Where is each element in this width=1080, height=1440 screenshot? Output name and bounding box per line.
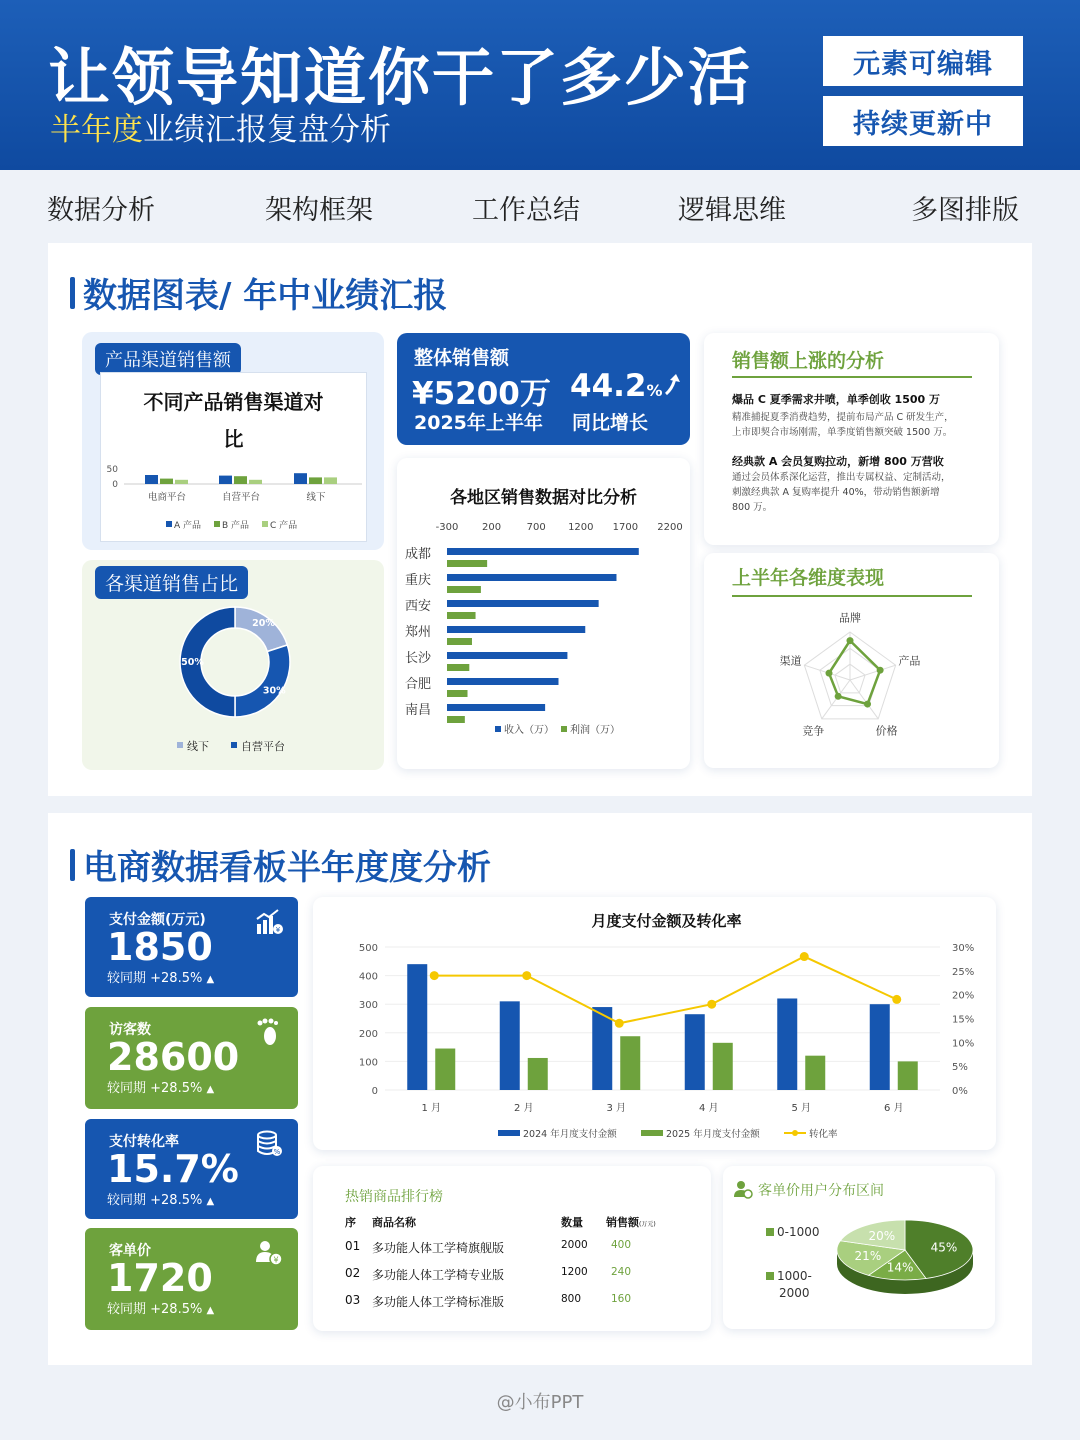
bar-a [145, 475, 158, 484]
kpi-yoy-text: 较同期 +28.5% [107, 1081, 203, 1096]
radar-axis-label: 产品 [898, 654, 921, 668]
radar-axis-label: 品牌 [839, 611, 861, 625]
revenue-bar [447, 600, 599, 607]
region-label: 成都 [405, 547, 432, 562]
legend-label: 转化率 [809, 1129, 838, 1140]
nav-item-layout[interactable]: 多图排版 [911, 195, 1019, 226]
product-qty: 800 [561, 1293, 582, 1305]
bar-2024 [592, 1007, 612, 1090]
legend-swatch [561, 726, 567, 732]
legend-label: B 产品 [222, 521, 250, 531]
analysis-point2-body [732, 470, 951, 515]
legend-label: A 产品 [174, 521, 202, 531]
bar-b [160, 479, 173, 484]
person-up-icon: ▲ [206, 1084, 215, 1095]
x-tick-label: -300 [435, 522, 459, 533]
legend-swatch [166, 521, 172, 527]
x-tick-label: 6 月 [883, 1103, 904, 1114]
region-label: 长沙 [405, 651, 432, 666]
bar-2024 [500, 1001, 520, 1090]
channel-sales-pill: 产品渠道销售额 [95, 343, 241, 375]
bar-2024 [685, 1014, 705, 1090]
analysis-point1-head: 爆品 C 夏季需求井喷，单季创收 1500 万 [732, 393, 941, 406]
legend-marker [792, 1130, 798, 1136]
kpi-yoy [107, 967, 214, 986]
section2-title-text: 电商数据看板半年度度分析 [83, 848, 491, 888]
kpi-yoy [107, 1298, 214, 1317]
y-tick-label: 300 [358, 1000, 378, 1012]
donut-slice [235, 645, 290, 717]
analysis-point2-line1: 通过会员体系深化运营，推出专属权益、定制活动， [732, 472, 951, 483]
kpi-yoy [107, 1189, 214, 1208]
svg-text:¥: ¥ [273, 1255, 279, 1265]
x-tick-label: 电商平台 [147, 492, 187, 503]
database-icon [254, 1129, 284, 1159]
pie-label: 20% [868, 1228, 896, 1243]
bar-c [249, 480, 262, 484]
subtitle-rest: 业绩汇报复盘分析 [143, 112, 391, 148]
analysis-point1-line1: 精准捕捉夏季消费趋势，提前布局产品 C 研发生产， [732, 412, 954, 423]
legend-label: 利润（万） [570, 725, 620, 736]
x-tick-label: 200 [482, 522, 502, 533]
y-tick-label: 100 [358, 1057, 378, 1069]
conversion-point [707, 1000, 716, 1009]
region-label: 郑州 [405, 625, 432, 640]
kpi-yoy [107, 1077, 214, 1096]
bar-a [294, 473, 307, 484]
profit-bar [447, 716, 465, 723]
ranking-title: 热销商品排行榜 [345, 1189, 443, 1205]
bar-2025 [620, 1036, 640, 1090]
radar-point [826, 670, 833, 677]
kpi-value: 15.7% [107, 1147, 239, 1191]
product-sales: 400 [611, 1239, 632, 1251]
revenue-bar [447, 652, 567, 659]
section2-title [70, 840, 491, 889]
legend-label: 收入（万） [504, 725, 554, 736]
legend-swatch [498, 1130, 520, 1136]
y-tick-label: 200 [358, 1028, 378, 1040]
x-tick-label: 5 月 [791, 1103, 812, 1114]
subtitle-highlight: 半年度 [50, 112, 143, 148]
x-tick-label: 1700 [612, 522, 639, 533]
profit-bar [447, 638, 472, 645]
kpi-value: 28600 [107, 1035, 240, 1079]
svg-text:¥: ¥ [275, 926, 281, 934]
pie-label: 14% [886, 1260, 914, 1275]
x-tick-label: 1 月 [421, 1103, 442, 1114]
y-tick-label: 500 [358, 943, 378, 954]
radar-axis-label: 竞争 [802, 724, 825, 738]
nav-item-data-analysis[interactable]: 数据分析 [47, 195, 155, 226]
footprint-icon [254, 1017, 284, 1047]
analysis-title: 销售额上涨的分析 [732, 350, 885, 372]
bar-2025 [528, 1058, 548, 1090]
user-group-icon [733, 1179, 753, 1199]
bar-2025 [435, 1049, 455, 1090]
y2-tick-label: 20% [952, 990, 975, 1002]
ranking-header-no: 序 [345, 1216, 356, 1229]
legend-swatch [231, 742, 237, 748]
radar-axis-label: 渠道 [779, 654, 802, 668]
x-tick-label: 3 月 [606, 1103, 627, 1114]
x-tick-label: 线下 [306, 492, 326, 503]
bar-c [175, 480, 188, 484]
price-legend-2 [766, 1268, 812, 1302]
person-up-icon: ▲ [206, 1196, 215, 1207]
x-tick-label: 1200 [568, 522, 594, 533]
analysis-point1-body [732, 410, 954, 440]
legend-swatch [262, 521, 268, 527]
pie-label: 21% [854, 1248, 882, 1263]
rank-no: 03 [345, 1293, 361, 1307]
x-tick-label: 2 月 [513, 1103, 534, 1114]
ranking-header-name: 商品名称 [372, 1216, 416, 1229]
product-qty: 2000 [561, 1239, 588, 1251]
legend-swatch [495, 726, 501, 732]
section1-title [70, 268, 447, 317]
ranking-header-qty: 数量 [561, 1216, 583, 1229]
monthly-chart-title: 月度支付金额及转化率 [591, 912, 742, 930]
product-name: 多功能人体工学椅旗舰版 [372, 1241, 505, 1255]
kpi-label: 支付转化率 [109, 1134, 179, 1150]
total-sales-title: 整体销售额 [414, 347, 510, 369]
monthly-combo-chart [320, 930, 990, 1145]
legend-swatch [766, 1228, 774, 1236]
region-chart-title: 各地区销售数据对比分析 [450, 488, 637, 508]
product-name: 多功能人体工学椅标准版 [372, 1295, 505, 1309]
kpi-value: 1850 [107, 925, 213, 969]
rank-no: 02 [345, 1266, 361, 1280]
growth-label: 同比增长 [572, 412, 649, 434]
donut-label: 20% [252, 617, 275, 629]
price-legend-1 [766, 1225, 820, 1239]
radar-point [877, 667, 884, 674]
x-tick-label: 4 月 [698, 1103, 719, 1114]
total-sales-amount: ¥5200万 [412, 376, 551, 412]
legend-swatch [766, 1272, 774, 1280]
kpi-average-price [85, 1228, 298, 1330]
analysis-point1-line2: 上市即契合市场刚需，单季度销售额突破 1500 万。 [732, 427, 953, 438]
conversion-point [892, 995, 901, 1004]
radar-axis [850, 665, 896, 680]
donut-label: 30% [262, 685, 286, 697]
channel-bar-chart [100, 455, 367, 542]
watermark: @小布PPT [496, 1392, 584, 1413]
nav-item-summary[interactable]: 工作总结 [472, 195, 580, 226]
legend-label: C 产品 [270, 521, 298, 531]
channel-share-donut [150, 600, 320, 765]
kpi-label: 客单价 [109, 1243, 151, 1259]
region-label: 南昌 [405, 703, 432, 718]
price-legend-1-text: 0-1000 [777, 1225, 820, 1239]
region-label: 西安 [405, 599, 432, 614]
channel-share-pill: 各渠道销售占比 [95, 566, 248, 599]
growth-rate-value: 44.2 [570, 368, 647, 404]
page-subtitle [50, 104, 391, 149]
bar-chart-icon [254, 907, 284, 937]
bar-b [234, 476, 247, 484]
radar-point [835, 693, 842, 700]
kpi-yoy-text: 较同期 +28.5% [107, 1302, 203, 1317]
kpi-value: 1720 [107, 1256, 213, 1300]
y2-tick-label: 15% [952, 1014, 975, 1026]
revenue-bar [447, 626, 585, 633]
kpi-visitors [85, 1007, 298, 1109]
kpi-yoy-text: 较同期 +28.5% [107, 1193, 203, 1208]
profit-bar [447, 560, 487, 567]
product-qty: 1200 [561, 1266, 588, 1278]
y2-tick-label: 10% [952, 1038, 975, 1050]
user-price-icon [254, 1238, 284, 1268]
page-title: 让领导知道你干了多少活 [48, 41, 753, 114]
title-accent-bar [70, 277, 75, 309]
bar-2024 [407, 964, 427, 1090]
revenue-bar [447, 548, 639, 555]
price-dist-title: 客单价用户分布区间 [758, 1183, 884, 1199]
legend-label: 自营平台 [241, 740, 285, 753]
donut-label: 50% [181, 657, 204, 668]
y2-tick-label: 0% [952, 1086, 968, 1097]
product-name: 多功能人体工学椅专业版 [372, 1268, 505, 1282]
kpi-conversion-rate [85, 1119, 298, 1219]
radar-axis-label: 价格 [875, 724, 898, 738]
profit-bar [447, 690, 468, 697]
channel-chart-title-line2: 比 [223, 427, 244, 451]
revenue-bar [447, 678, 559, 685]
pie-label: 45% [930, 1240, 958, 1255]
y-tick-label: 0 [112, 480, 118, 490]
legend-swatch [177, 742, 183, 748]
radar-point [847, 637, 854, 644]
region-label: 重庆 [405, 573, 432, 588]
profit-bar [447, 664, 469, 671]
channel-chart-title-line1: 不同产品销售渠道对 [143, 390, 324, 414]
price-legend-2-text-a: 1000- [777, 1269, 812, 1283]
updating-badge[interactable]: 持续更新中 [823, 96, 1023, 146]
radar-divider [732, 595, 972, 597]
dimension-radar-chart [770, 600, 960, 760]
price-legend-2-text-b: 2000 [779, 1286, 810, 1300]
nav-item-framework[interactable]: 架构框架 [265, 195, 373, 226]
y2-tick-label: 5% [952, 1062, 968, 1074]
arrow-up-icon [663, 372, 685, 398]
bar-b [309, 477, 322, 484]
legend-swatch [641, 1130, 663, 1136]
conversion-point [522, 971, 531, 980]
ranking-header-sales [606, 1214, 656, 1230]
kpi-yoy-text: 较同期 +28.5% [107, 971, 203, 986]
revenue-bar [447, 574, 616, 581]
bar-a [219, 476, 232, 484]
bar-2024 [777, 998, 797, 1090]
kpi-label: 支付金额(万元) [109, 912, 206, 928]
growth-rate [570, 368, 685, 404]
product-sales: 160 [611, 1293, 632, 1305]
bar-c [324, 477, 337, 484]
person-up-icon: ▲ [206, 974, 215, 985]
profit-bar [447, 612, 476, 619]
profit-bar [447, 586, 481, 593]
price-3d-pie-chart [833, 1210, 978, 1315]
svg-text:%: % [273, 1148, 281, 1156]
total-sales-period: 2025年上半年 [414, 412, 543, 434]
rank-no: 01 [345, 1239, 361, 1253]
radar-title: 上半年各维度表现 [732, 567, 885, 589]
legend-label: 线下 [187, 740, 209, 753]
donut-slice [235, 607, 287, 651]
conversion-point [430, 971, 439, 980]
person-up-icon: ▲ [206, 1305, 215, 1316]
y-tick-label: 400 [358, 971, 378, 983]
y-tick-label: 50 [106, 465, 118, 475]
legend-swatch [214, 521, 220, 527]
growth-rate-unit: % [646, 381, 663, 400]
ranking-header-sales-label: 销售额 [606, 1216, 639, 1229]
section1-title-text: 数据图表/ 年中业绩汇报 [83, 276, 448, 316]
revenue-bar [447, 704, 545, 711]
analysis-point2-head: 经典款 A 会员复购拉动，新增 800 万营收 [732, 455, 944, 468]
x-tick-label: 自营平台 [221, 492, 261, 503]
region-label: 合肥 [405, 677, 432, 692]
legend-label: 2025 年月度支付金额 [666, 1129, 760, 1140]
bar-2025 [805, 1056, 825, 1090]
region-hbar-chart [400, 512, 688, 744]
bar-2025 [713, 1043, 733, 1090]
analysis-point2-line2: 刺激经典款 A 复购率提升 40%，带动销售额新增 [732, 487, 940, 498]
bar-2024 [870, 1004, 890, 1090]
analysis-divider [732, 376, 972, 378]
y-tick-label: 0 [371, 1086, 378, 1097]
y2-tick-label: 25% [952, 966, 975, 978]
kpi-label: 访客数 [109, 1022, 151, 1038]
x-tick-label: 700 [526, 522, 546, 533]
channel-chart-title [100, 386, 367, 452]
editable-badge[interactable]: 元素可编辑 [823, 36, 1023, 86]
kpi-payment-amount [85, 897, 298, 997]
analysis-point2-line3: 800 万。 [732, 502, 773, 513]
bar-2025 [898, 1061, 918, 1090]
title-accent-bar-2 [70, 849, 75, 881]
radar-point [864, 701, 871, 708]
legend-label: 2024 年月度支付金额 [523, 1129, 617, 1140]
y2-tick-label: 30% [952, 943, 975, 954]
ranking-header-sales-unit: (万元) [639, 1221, 656, 1228]
product-sales: 240 [611, 1266, 632, 1278]
conversion-point [615, 1019, 624, 1028]
nav-item-logic[interactable]: 逻辑思维 [678, 195, 786, 226]
x-tick-label: 2200 [657, 522, 683, 533]
conversion-point [800, 952, 809, 961]
